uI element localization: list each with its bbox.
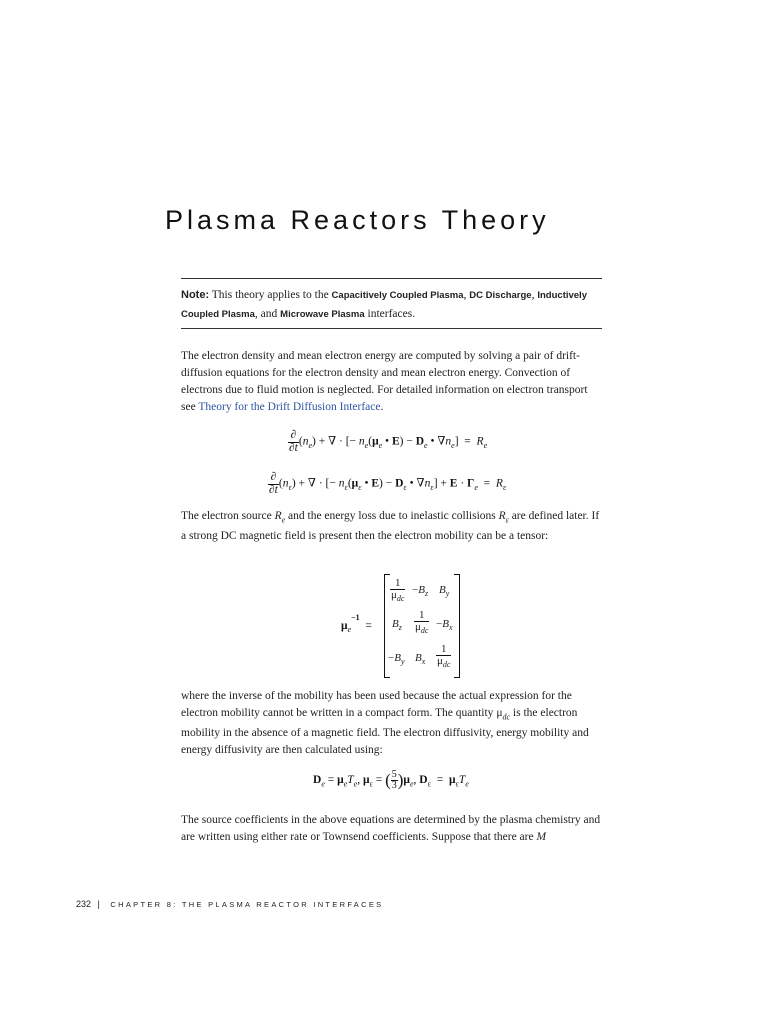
paragraph-intro bbox=[181, 348, 601, 416]
note-lead: Note: bbox=[181, 289, 210, 301]
paragraph-mobility: where the inverse of the mobility has been used because the actual expression for the electron mobility cannot be written in a compact form. The quantity $\mu_{dc}$ is the electron mobility in the absence of a magnetic field. The electron diffusivity, energy mobility and energy diffusivity are then calculated using: bbox=[181, 690, 589, 757]
paragraph-end: . bbox=[380, 401, 384, 413]
note-text: This theory applies to the bbox=[209, 289, 332, 301]
page-title: Plasma Reactors Theory bbox=[165, 205, 550, 235]
note-text-end: interfaces. bbox=[364, 308, 416, 320]
page-number: 232 bbox=[76, 899, 92, 909]
note-top-rule bbox=[181, 278, 602, 279]
interface-icp-b: Coupled Plasma bbox=[181, 309, 255, 320]
interface-icp-a: Inductively bbox=[537, 290, 587, 301]
symbol-m: M bbox=[536, 831, 547, 843]
note-sep: , bbox=[463, 289, 470, 301]
footer-separator: | bbox=[97, 899, 100, 909]
paragraph-text: The source coefficients in the above equations are determined by the plasma chemistry and are written using either rate or Townsend coefficients. Suppose that there are bbox=[181, 814, 601, 843]
paragraph-text: are defined later. If a strong DC magnetic field is present then the electron mobility can be a tensor: bbox=[181, 510, 600, 543]
paragraph-text: and the energy loss due to inelastic collisions bbox=[285, 510, 499, 522]
note-sep: , bbox=[531, 289, 538, 301]
interface-ccp: Capacitively Coupled Plasma bbox=[331, 290, 464, 301]
interface-dc: DC Discharge bbox=[469, 290, 532, 301]
drift-diffusion-link[interactable]: Theory for the Drift Diffusion Interface bbox=[198, 401, 381, 413]
equation-electron-density: $\frac{\partial}{\partial t}$ $(n_e)$ + ∇ · [− $n_e(\mu_e$ • $E) - D_e$ • $\nabla n_e] = R_e$ bbox=[289, 429, 488, 454]
note-sep: , and bbox=[254, 308, 281, 320]
page-footer bbox=[76, 899, 383, 909]
paragraph-text: where the inverse of the mobility has been used because the actual expression for the electron mobility cannot be written in a compact form. The quantity bbox=[181, 690, 572, 719]
mobility-tensor-matrix: $\frac{1}{\mu_{dc}}$ $-B_z$ $B_y$ $B_z$ $\frac{1}{\mu_{dc}}$ $-B_x$ $-B_y$ $B_x$ $\frac{1}{\mu_{dc}}$ bbox=[384, 574, 460, 676]
paragraph-text: is the electron mobility in the absence of a magnetic field. The electron diffusivity, energy mobility and energy diffusivity are then calculated using: bbox=[181, 707, 589, 757]
note-box bbox=[181, 286, 606, 324]
paragraph-text: The electron source bbox=[181, 510, 275, 522]
equation-diffusivity: $D_e = \mu_eT_e$, $\mu_\varepsilon$ = ( $\frac{5}{3}$ )$\mu_e$, $D_\varepsilon = \mu_\varepsilon T_e$ bbox=[313, 769, 469, 791]
chapter-title: CHAPTER 8: THE PLASMA REACTOR INTERFACES bbox=[110, 900, 384, 909]
mobility-inverse-lhs: $\mu_e^{-1}$ = bbox=[341, 613, 372, 635]
equation-electron-energy: $\frac{\partial}{\partial t}$ $(n_\varepsilon)$ + ∇ · [− $n_\varepsilon(\mu_\varepsilon$ • $E) - D_\varepsilon$ • $\nabla n_\varepsilon] + E \cdot \Gamma_e = R_\varepsilon$ bbox=[269, 471, 507, 496]
paragraph-source-coefficients bbox=[181, 812, 601, 846]
paragraph-source-terms: The electron source $R_e$ and the energy loss due to inelastic collisions $R_\varepsilon$ are defined later. If a strong DC magnetic field is present then the electron mobility can be a tensor: bbox=[181, 510, 600, 543]
note-bottom-rule bbox=[181, 328, 602, 329]
interface-microwave: Microwave Plasma bbox=[280, 309, 365, 320]
paragraph-text: The electron density and mean electron energy are computed by solving a pair of drift-diffusion equations for the electron density and mean electron energy. Convection of electrons due to fluid motion is neglected. For detailed information on electron transport see bbox=[181, 350, 588, 413]
